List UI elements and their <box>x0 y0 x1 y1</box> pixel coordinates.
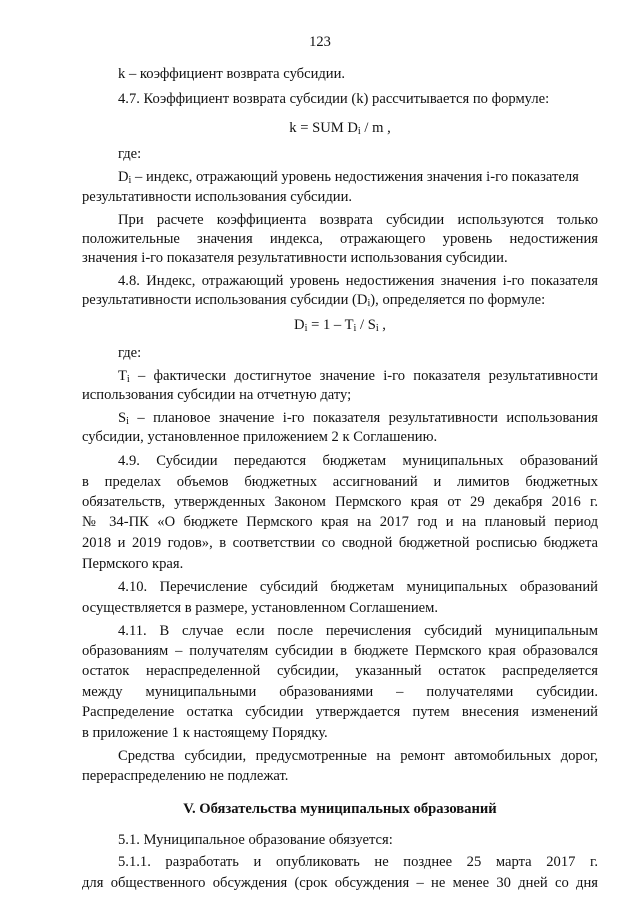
text-line: 2018 и 2019 годов», в соответствии со сводной бюджетной росписью бюджета <box>82 535 598 551</box>
text-line: в приложение 1 к настоящему Порядку. <box>82 725 328 741</box>
formula-k: k = SUM $D_i$ / m , <box>289 120 391 137</box>
text-line: $T_i$ – фактически достигнутое значение i-го показателя результативности <box>118 368 598 385</box>
text-line: При расчете коэффициента возврата субсидии используются только <box>118 212 598 228</box>
text-line: значения i-го показателя результативности использования субсидии. <box>82 250 508 266</box>
text-line: 4.8. Индекс, отражающий уровень недостижения значения i-го показателя <box>118 273 598 289</box>
text-line: $S_i$ – плановое значение i-го показателя результативности использования <box>118 410 598 427</box>
text-line: положительные значения индекса, отражающего уровень недостижения <box>82 231 598 247</box>
text-line: k – коэффициент возврата субсидии. <box>118 66 346 82</box>
text-line: 5.1. Муниципальное образование обязуется: <box>118 832 393 848</box>
text-line: где: <box>118 146 142 162</box>
formula-d: $D_i = 1 - T_i / S_i$ , <box>294 317 386 334</box>
text-line: остаток нераспределенной субсидии, указанный остаток распределяется <box>82 663 598 679</box>
section-heading: V. Обязательства муниципальных образований <box>183 801 497 817</box>
text-line: осуществляется в размере, установленном Соглашением. <box>82 600 439 616</box>
text-line: субсидии, установленное приложением 2 к Соглашению. <box>82 429 438 445</box>
text-line: № 34-ПК «О бюджете Пермского края на 2017 год и на плановый период <box>82 514 598 530</box>
text-line: результативности использования субсидии $(D_i)$, определяется по формуле: <box>82 292 546 309</box>
text-line: где: <box>118 345 142 361</box>
text-line: 4.9. Субсидии передаются бюджетам муниципальных образований <box>118 453 598 469</box>
text-line: Пермского края. <box>82 556 184 572</box>
text-line: Распределение остатка субсидии утверждается путем внесения изменений <box>82 704 598 720</box>
text-line: Средства субсидии, предусмотренные на ремонт автомобильных дорог, <box>118 748 598 764</box>
text-line: результативности использования субсидии. <box>82 189 353 205</box>
text-line: 4.10. Перечисление субсидий бюджетам муниципальных образований <box>118 579 598 595</box>
text-line: 4.7. Коэффициент возврата субсидии (k) рассчитывается по формуле: <box>118 91 550 107</box>
text-line: 5.1.1. разработать и опубликовать не позднее 25 марта 2017 г. <box>118 854 598 870</box>
text-line: образованиям – получателям субсидии в бюджете Пермского края образовался <box>82 643 598 659</box>
text-line: $D_i$ – индекс, отражающий уровень недостижения значения i-го показателя <box>118 169 579 186</box>
page-number: 123 <box>309 34 331 50</box>
text-line: для общественного обсуждения (срок обсуждения – не менее 30 дней со дня <box>82 875 598 891</box>
text-line: перераспределению не подлежат. <box>82 768 289 784</box>
text-line: между муниципальными образованиями – получателями субсидии. <box>82 684 598 700</box>
text-line: использования субсидии на отчетную дату; <box>82 387 352 403</box>
text-line: 4.11. В случае если после перечисления субсидий муниципальным <box>118 623 598 639</box>
text-line: обязательств, утвержденных Законом Пермского края от 29 декабря 2016 г. <box>82 494 598 510</box>
text-line: в пределах объемов бюджетных ассигнований и лимитов бюджетных <box>82 474 598 490</box>
